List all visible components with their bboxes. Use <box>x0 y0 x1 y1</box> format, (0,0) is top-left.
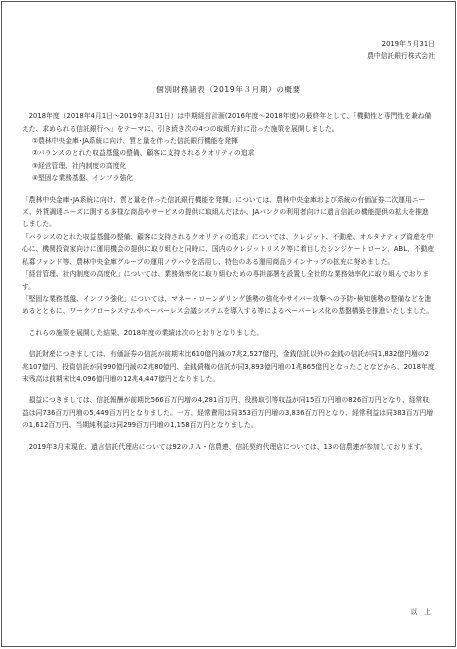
document-title: 個別財務諸表（2019年３月期）の概要 <box>156 84 301 94</box>
initiative-item: ④堅固な業務基盤、インフラ強化 <box>32 174 134 183</box>
initiative-item: ③経営管理、社内制度の高度化 <box>32 161 127 170</box>
intro-paragraph: 2018年度（2018年4月1日～2019年3月31日）は中期経営計画(2016年度～2018年度)の最終年として、「機動性と専門性を兼ね備えた、求められる信託銀行へ」をテーマに、引き続き次の4つの取組方針に沿った施策を展開しました。 <box>22 112 432 133</box>
trust-assets-paragraph: 信託財産につきましては、有価証券の信託が前期末比610億円減の7兆2,527億円、金銭信託以外の金銭の信託が同1,832億円増の2兆107億円、投資信託が同990億円減の2兆80億円、金銭債権の信託が同3,893億円増の1兆865億円となったことなどから、2018年度末残高は前期末比4,096億円増の12兆4,447億円となりました。 <box>22 350 435 383</box>
initiative-item: ①農林中央金庫･JA系統に向け、質と量を伴った信託銀行機能を発揮 <box>32 137 238 146</box>
company-name: 農中信託銀行株式会社 <box>367 52 435 61</box>
initiative-detail: 「堅固な業務基盤、インフラ強化」については、マネー・ローンダリング態勢の強化やサイバー攻撃への予防･検知態勢の整備などを進めるとともに、ワークフローシステムやペーパーレス会議システムを導入する等によるペーパーレス化の基盤構築を推進いたしました。 <box>22 294 434 316</box>
results-intro: これらの施策を展開した結果、2018年度の業績は次のとおりとなりました。 <box>28 328 264 337</box>
document-page <box>1 1 456 647</box>
closing-mark: 以 上 <box>410 608 431 616</box>
initiative-item: ②バランスのとれた収益基盤の整備、顧客に支持されるクオリティの追求 <box>32 149 255 158</box>
initiative-detail: 「農林中央金庫･JA系統に向け、質と量を伴った信託銀行機能を発揮」については、農林中央金庫および系統の有価証券二次運用ニーズ、外貨調達ニーズに関する多様な商品やサービスの提供に取組んだほか、JAバンクの利用者向けに遺言信託の機能提供の拡大を推進しました。 <box>22 195 429 229</box>
income-paragraph: 損益につきましては、信託報酬が前期比566百万円増の4,281百万円、役務取引等収益が同15百万円増の826百万円となり、経常収益は同736百万円増の5,449百万円となりました。一方、経常費用は同353百万円増の3,836百万円となり、経常利益は同383百万円増の1,612百万円、当期純利益は同299百万円増の1,158百万円となりました。 <box>22 396 434 430</box>
initiative-list <box>22 135 435 185</box>
initiative-detail: 「バランスのとれた収益基盤の整備、顧客に支持されるクオリティの追求」については、クレジット、不動産、オルタナティブ資産を中心に、機関投資家向けに運用機会の提供に取り組むと同時に、国内のクレジットリスク等に着目したシンジケートローン、ABL、不動産私募ファンド等、農林中央金庫グループの運用ノウハウを活用し、特色のある運用商品ラインナップの拡充に努めました。 <box>22 232 435 266</box>
issue-date: 2019年５月31日 <box>381 40 435 48</box>
initiative-detail: 「経営管理、社内制度の高度化」については、業務効率化に取り組むための専担部署を設置し全社的な業務効率化に取り組んでおります。 <box>22 270 430 291</box>
agencies-paragraph: 2019年3月末現在、遺言信託代理店については92のＪＡ・信農連、信託契約代理店については、13の信農連が参加しております。 <box>28 442 427 451</box>
